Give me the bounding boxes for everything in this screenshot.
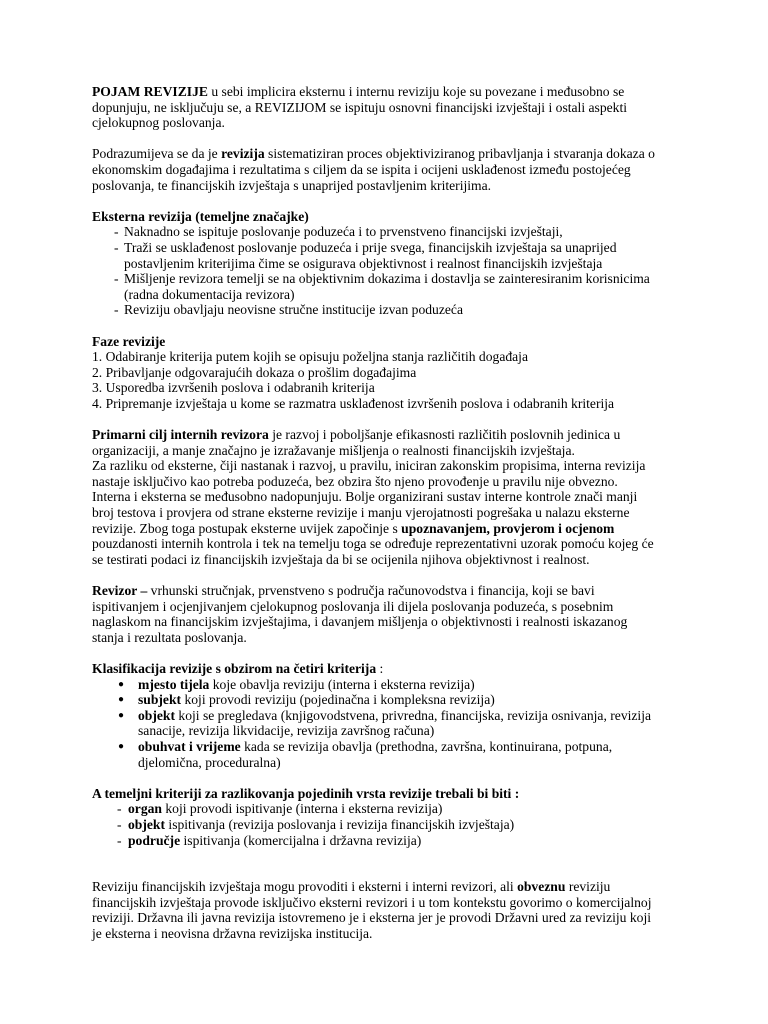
- list-item: - Naknadno se ispituje poslovanje poduzeća i to prvenstveno financijski izvještaji,: [92, 224, 662, 240]
- term-revizija: revizija: [221, 146, 265, 162]
- list-item: - Mišljenje revizora temelji se na objektivnim dokazima i dostavlja se zainteresiranim korisnicima (radna dokumentacija revizora): [92, 271, 662, 302]
- term-obveznu: obveznu: [517, 879, 566, 895]
- faza-item: 2. Pribavljanje odgovarajućih dokaza o prošlim događajima: [92, 364, 417, 380]
- term-upoznavanjem: upoznavanjem, provjerom i ocjenom: [401, 520, 615, 536]
- spacer: [92, 848, 662, 879]
- spacer: [92, 411, 662, 427]
- paragraph-text: Podrazumijeva se da je: [92, 146, 222, 162]
- item-text: koji se pregledava (knjigovodstvena, privredna, financijska, revizija osnivanja, revizija sanacije, revizija likvidacije, revizija završnog računa): [138, 707, 652, 739]
- faza-item: 4. Pripremanje izvještaja u kome se razmatra usklađenost izvršenih poslova i odabranih kriterija: [92, 395, 615, 411]
- list-item: [92, 739, 662, 770]
- paragraph-text: je razvoj i poboljšanje efikasnosti različitih poslovnih jedinica u organizaciji, a manje značajno je izražavanje mišljenja o realnosti financijskih izvještaja.: [92, 427, 621, 458]
- item-text: koji provodi reviziju (pojedinačna i kompleksna revizija): [181, 692, 495, 708]
- list-item: [92, 833, 662, 849]
- heading-suffix: :: [376, 660, 384, 676]
- document-body: [92, 84, 662, 941]
- heading-faze-revizije: [92, 334, 662, 350]
- spacer: [92, 645, 662, 661]
- paragraph-text: sistematiziran proces objektiviziranog pribavljanja i stvaranja dokaza o ekonomskim događajima i rezultatima s ciljem da se ispita i ocijeni usklađenost između postojećeg poslovanja, te financijskih izvještaja s unaprijed postavljenim kriterijima.: [92, 146, 655, 193]
- heading-klasifikacija: [92, 661, 662, 677]
- heading-text: A temeljni kriteriji za razlikovanja pojedinih vrsta revizije trebali bi biti :: [92, 785, 520, 801]
- item-term: obuhvat i vrijeme: [138, 738, 241, 754]
- item-term: objekt: [138, 707, 176, 723]
- heading-text: Klasifikacija revizije s obzirom na četiri kriterija: [92, 660, 377, 676]
- item-text: ispitivanja (komercijalna i državna revizija): [180, 832, 422, 848]
- spacer: [92, 131, 662, 147]
- list-item: [92, 817, 662, 833]
- paragraph-za-razliku: Za razliku od eksterne, čiji nastanak i razvoj, u pravilu, iniciran zakonskim propisima, interna revizija nastaje isključivo kao potreba poduzeća, bez obzira što njeno provođenje u pravilu nije obvezno.: [92, 458, 646, 489]
- eksterna-list: [92, 224, 662, 318]
- item-term: objekt: [128, 816, 166, 832]
- klasifikacija-list: [92, 677, 662, 771]
- paragraph-text: pouzdanosti internih kontrola i tek na temelju toga se određuje reprezentativni uzorak pomoću kojeg će se testirati podaci iz financijskih izvještaja da bi se ocijenila njihova objektivnost i realnost.: [92, 536, 654, 567]
- item-term: mjesto tijela: [138, 676, 210, 692]
- term-pojam-revizije: POJAM REVIZIJE: [92, 84, 208, 99]
- item-text: koji provodi ispitivanje (interna i eksterna revizija): [161, 801, 443, 817]
- spacer: [92, 318, 662, 334]
- list-item: - Traži se usklađenost poslovanje poduzeća i prije svega, financijskih izvještaja sa unaprijed postavljenim kriterijima čime se osigurava objektivnost i realnost financijskih izvještaja: [92, 240, 662, 271]
- item-term: područje: [128, 832, 181, 848]
- list-item: [92, 801, 662, 817]
- list-item: - Reviziju obavljaju neovisne stručne institucije izvan poduzeća: [92, 302, 662, 318]
- paragraph-text: u sebi implicira eksternu i internu reviziju koje su povezane i međusobno se dopunjuju, ne isključuju se, a REVIZIJOM se ispituju osnovni financijski izvještaji i ostali aspekti cjelokupnog poslovanja.: [92, 84, 628, 131]
- heading-temeljni-kriteriji: [92, 786, 662, 802]
- paragraph-definicija: [92, 146, 662, 193]
- heading-text: Faze revizije: [92, 333, 166, 349]
- paragraph-financijski-izvjestaji: [92, 879, 662, 941]
- heading-eksterna-revizija: [92, 209, 662, 225]
- paragraph-text: vrhunski stručnjak, prvenstveno s područja računovodstva i financija, koji se bavi ispitivanjem i ocjenjivanjem cjelokupnog poslovanja ili dijela poslovanja poduzeća, s posebnim naglaskom na financijskim izvještajima, i davanjem mišljenja o objektivnosti i realnosti iskazanog stanja i rezultata poslovanja.: [92, 583, 628, 645]
- temeljni-list: [92, 801, 662, 848]
- spacer: [92, 567, 662, 583]
- item-text: koje obavlja reviziju (interna i eksterna revizija): [209, 676, 475, 692]
- item-term: subjekt: [138, 692, 182, 708]
- list-item: [92, 677, 662, 693]
- term-revizor: Revizor –: [92, 583, 148, 598]
- paragraph-pojam-revizije: [92, 84, 662, 131]
- paragraph-primarni-cilj: [92, 427, 662, 458]
- paragraph-text: Reviziju financijskih izvještaja mogu provoditi i eksterni i interni revizori, ali: [92, 879, 518, 895]
- item-term: organ: [128, 801, 162, 817]
- faza-item: 3. Usporedba izvršenih poslova i odabranih kriterija: [92, 380, 375, 396]
- list-item: [92, 692, 662, 708]
- spacer: [92, 770, 662, 786]
- list-item: [92, 708, 662, 739]
- paragraph-revizor: [92, 583, 662, 645]
- paragraph-text: reviziju financijskih izvještaja provode isključivo eksterni revizori i u tom kontekstu govorimo o komercijalnoj reviziji. Državna ili javna revizija istovremeno je i eksterna jer je provodi Državni ured za reviziju koji je eksterna i neovisna državna revizijska institucija.: [92, 879, 652, 941]
- faza-item: 1. Odabiranje kriterija putem kojih se opisuju poželjna stanja različitih događaja: [92, 349, 528, 365]
- paragraph-interna-eksterna: [92, 489, 662, 567]
- spacer: [92, 193, 662, 209]
- term-primarni-cilj: Primarni cilj internih revizora: [92, 427, 269, 443]
- item-text: kada se revizija obavlja (prethodna, završna, kontinuirana, potpuna, djelomična, proceduralna): [138, 738, 613, 770]
- item-text: ispitivanja (revizija poslovanja i revizija financijskih izvještaja): [165, 816, 515, 832]
- heading-text: Eksterna revizija (temeljne značajke): [92, 208, 309, 224]
- paragraph-text: Interna i eksterna se međusobno nadopunjuju. Bolje organizirani sustav interne kontrole znači manji broj testova i provjera od strane eksterne revizije i manju vjerojatnosti pogrešaka u nalazu eksterne revizije. Zbog toga postupak eksterne uvijek započinje s: [92, 489, 638, 536]
